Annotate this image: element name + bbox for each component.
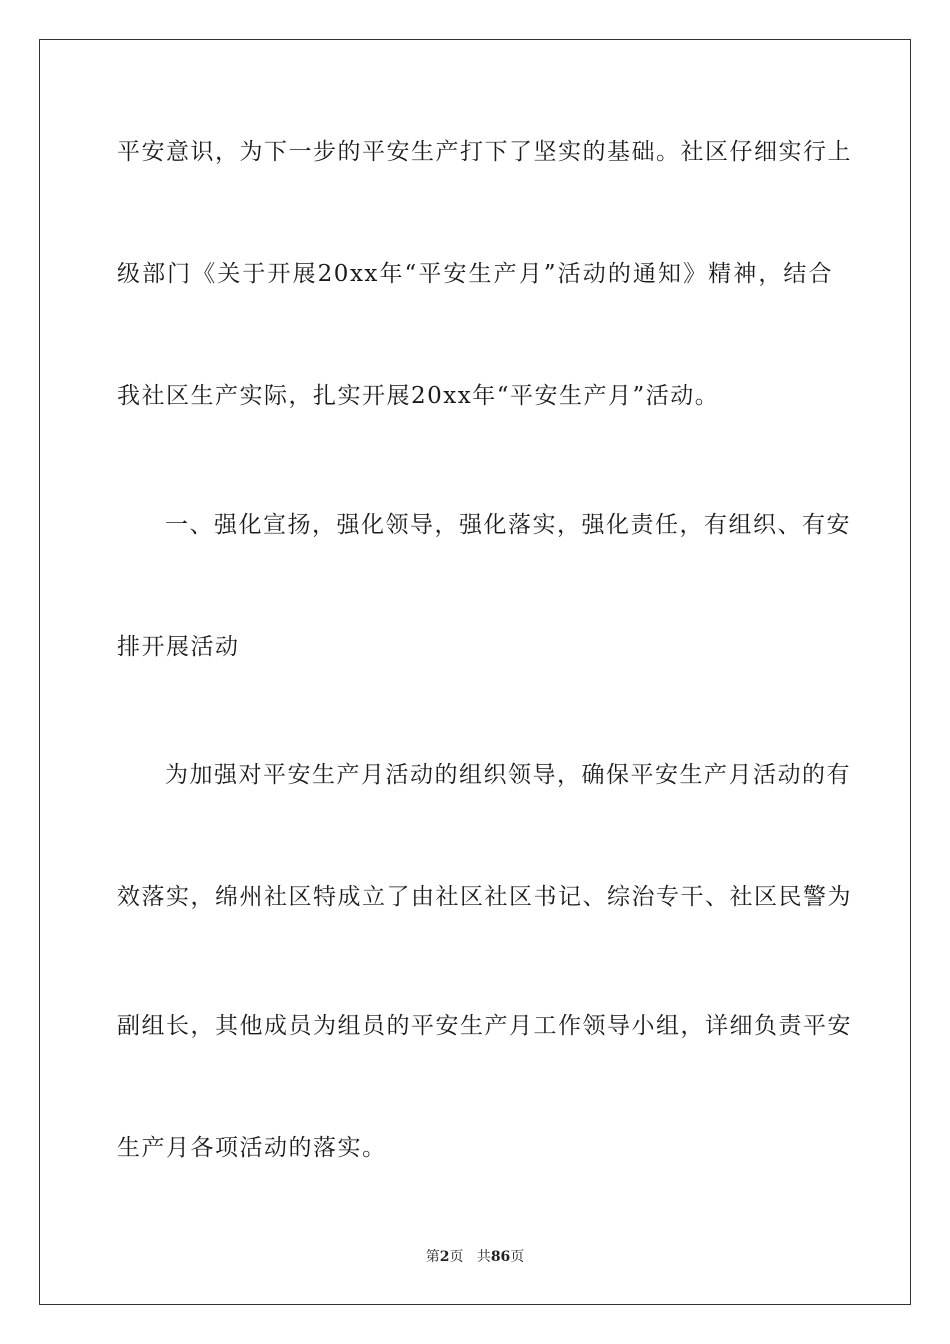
footer-page-number: 2	[439, 1249, 450, 1265]
paragraph-line: 生产月各项活动的落实。	[117, 1135, 387, 1161]
footer-page-prefix: 第	[425, 1249, 440, 1265]
footer-page-suffix: 页	[449, 1249, 464, 1265]
footer-total-prefix: 共	[476, 1249, 491, 1265]
paragraph-line: 级部门《关于开展20xx年“平安生产月”活动的通知》精神，结合	[117, 261, 833, 287]
page-border	[39, 39, 911, 1305]
paragraph-line: 为加强对平安生产月活动的组织领导，确保平安生产月活动的有	[165, 762, 851, 788]
footer-total-suffix: 页	[510, 1249, 525, 1265]
section-heading-line: 一、强化宣扬，强化领导，强化落实，强化责任，有组织、有安	[165, 512, 851, 538]
footer-total-pages: 86	[490, 1249, 511, 1265]
page-footer	[0, 1248, 950, 1266]
paragraph-line: 效落实，绵州社区特成立了由社区社区书记、综治专干、社区民警为	[117, 884, 852, 910]
paragraph-line: 副组长，其他成员为组员的平安生产月工作领导小组，详细负责平安	[117, 1013, 852, 1039]
section-heading-line: 排开展活动	[117, 634, 240, 660]
paragraph-line: 我社区生产实际，扎实开展20xx年“平安生产月”活动。	[117, 383, 720, 409]
paragraph-line: 平安意识，为下一步的平安生产打下了坚实的基础。社区仔细实行上	[117, 139, 852, 165]
